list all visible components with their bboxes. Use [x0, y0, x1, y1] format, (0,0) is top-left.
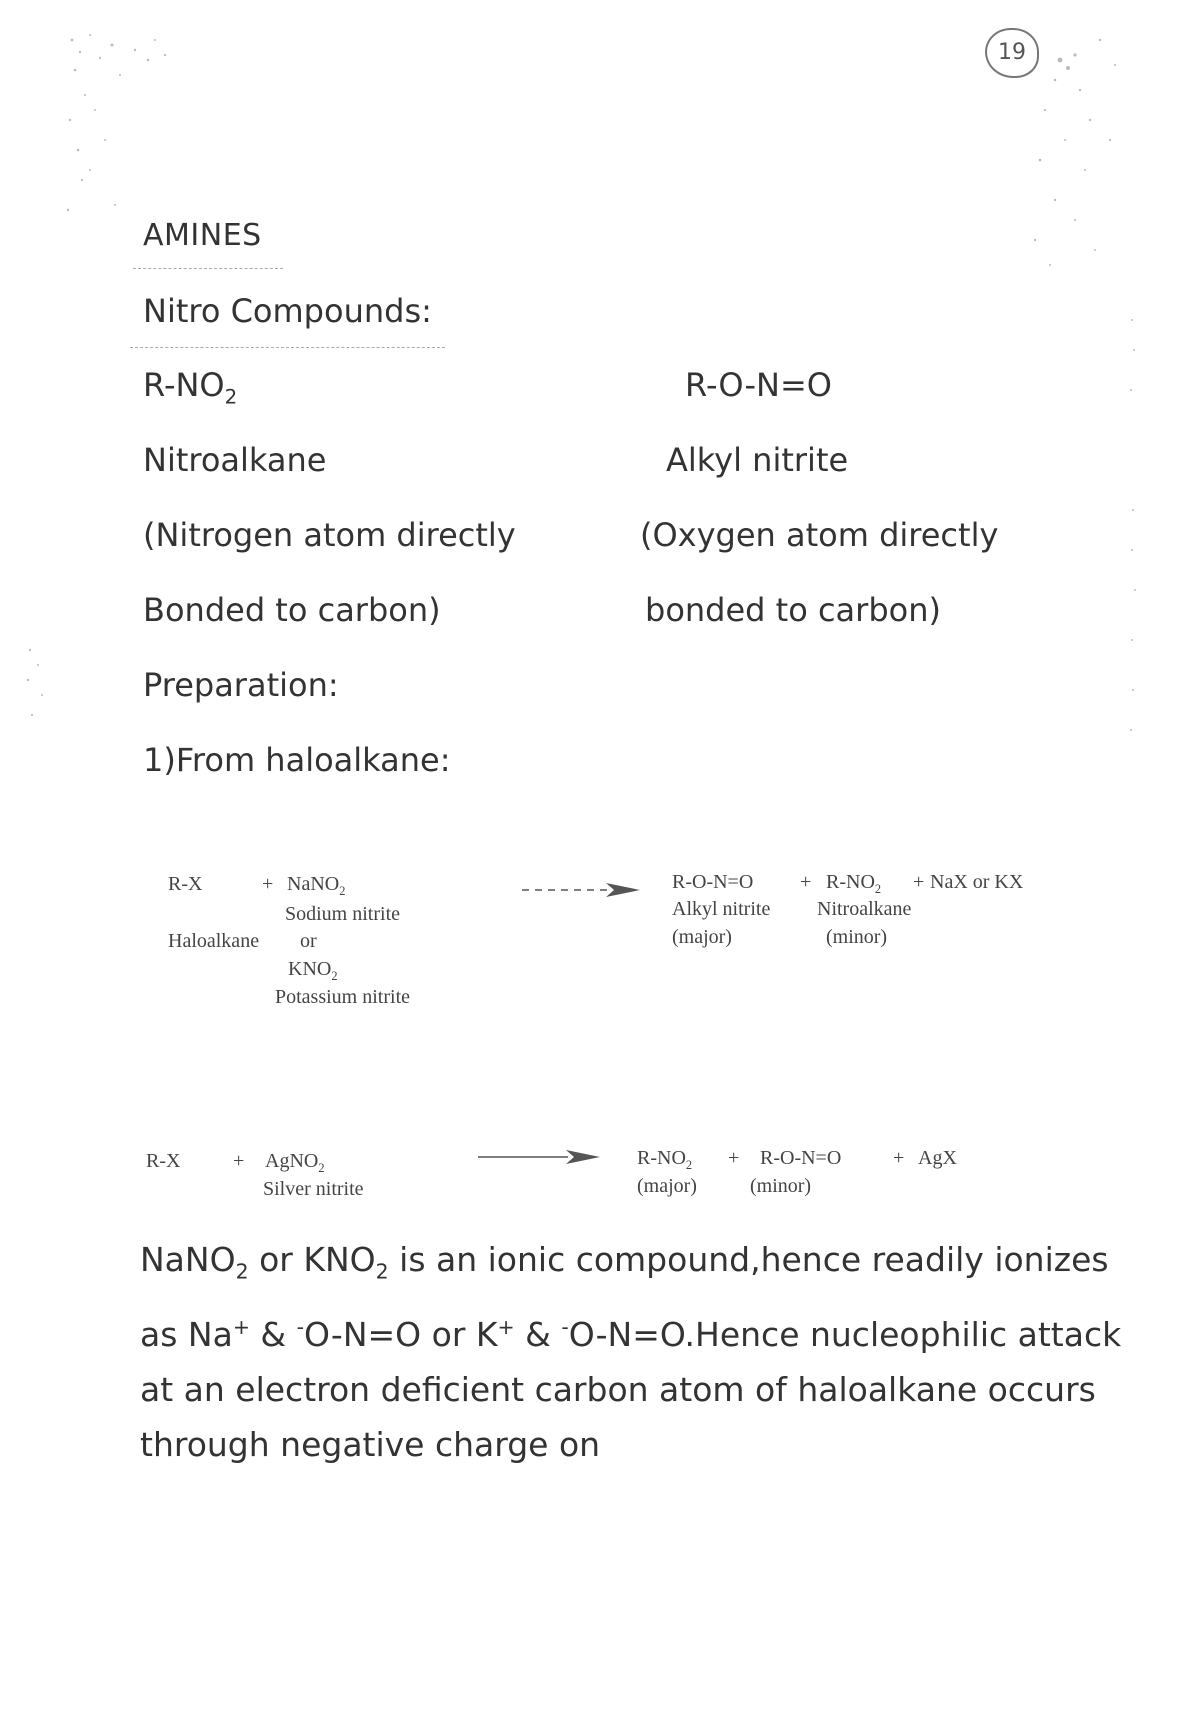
page-number: 19: [985, 28, 1039, 78]
r1-plus: +: [262, 873, 274, 895]
name-alkyl-nitrite: Alkyl nitrite: [666, 441, 849, 479]
r1-arrow-icon: [522, 880, 642, 900]
r1-plus-2: +: [800, 871, 812, 893]
r1-product-1: R-O-N=O: [672, 871, 754, 893]
r1-product-3: NaX or KX: [930, 871, 1024, 893]
scan-noise-left-margin: [20, 640, 60, 730]
title-underline: [133, 268, 283, 270]
scan-noise-top-left: [60, 10, 200, 230]
scan-noise-right-margin: [1120, 310, 1150, 760]
r1-product-1-name: Alkyl nitrite: [672, 898, 771, 920]
r2-product-1-note: (major): [637, 1175, 697, 1197]
r2-product-2: R-O-N=O: [760, 1147, 842, 1169]
explanation-paragraph: NaNO$_2$ or $KNO_2$ is an ionic compound,hence readily ionizes as Na+ & -O-N=O or K+ & -O-N=O.Hence nucleophilic attack at an electron deficient carbon atom of haloalkane occurs through negative charge on: [140, 1240, 1122, 1464]
desc-right-line-1: (Oxygen atom directly: [640, 516, 999, 554]
heading-underline: [130, 347, 445, 349]
method-1-heading: 1)From haloalkane:: [143, 741, 451, 779]
r1-or: or: [300, 930, 317, 952]
r1-product-2: $R-NO_2$: [826, 871, 882, 896]
r1-product-2-note: (minor): [826, 926, 888, 948]
r1-product-2-name: Nitroalkane: [817, 898, 912, 920]
r2-plus-2: +: [728, 1147, 740, 1169]
r2-product-3: AgX: [918, 1147, 957, 1169]
desc-right-line-2: bonded to carbon): [645, 591, 941, 629]
r2-plus: +: [233, 1150, 245, 1172]
section-heading: Nitro Compounds:: [143, 292, 432, 330]
r1-reagent: NaNO$_2$: [287, 873, 346, 898]
r1-reagent-name: Sodium nitrite: [285, 903, 400, 925]
r2-product-1: $R-NO_2$: [637, 1147, 693, 1172]
preparation-heading: Preparation:: [143, 666, 339, 704]
name-nitroalkane: Nitroalkane: [143, 441, 327, 479]
r2-reagent-name: Silver nitrite: [263, 1178, 364, 1200]
r2-reactant: R-X: [146, 1150, 181, 1172]
r1-reactant: R-X: [168, 873, 203, 895]
desc-left-line-1: (Nitrogen atom directly: [143, 516, 516, 554]
r2-arrow-icon: [478, 1147, 603, 1167]
r1-product-1-note: (major): [672, 926, 732, 948]
scan-noise-top-right: [1020, 10, 1170, 280]
r1-reagent-alt: $KNO_2$: [288, 958, 338, 983]
formula-alkyl-nitrite: R-O-N=O: [685, 366, 832, 404]
page-title: AMINES: [143, 218, 262, 253]
r1-plus-3: +: [913, 871, 925, 893]
r2-reagent: AgNO$_2$: [265, 1150, 325, 1175]
formula-nitroalkane: $R-NO_2$: [143, 366, 238, 409]
r1-reagent-alt-name: Potassium nitrite: [275, 986, 410, 1008]
r2-product-2-note: (minor): [750, 1175, 812, 1197]
r1-reactant-name: Haloalkane: [168, 930, 260, 952]
r2-plus-3: +: [893, 1147, 905, 1169]
desc-left-line-2: Bonded to carbon): [143, 591, 441, 629]
